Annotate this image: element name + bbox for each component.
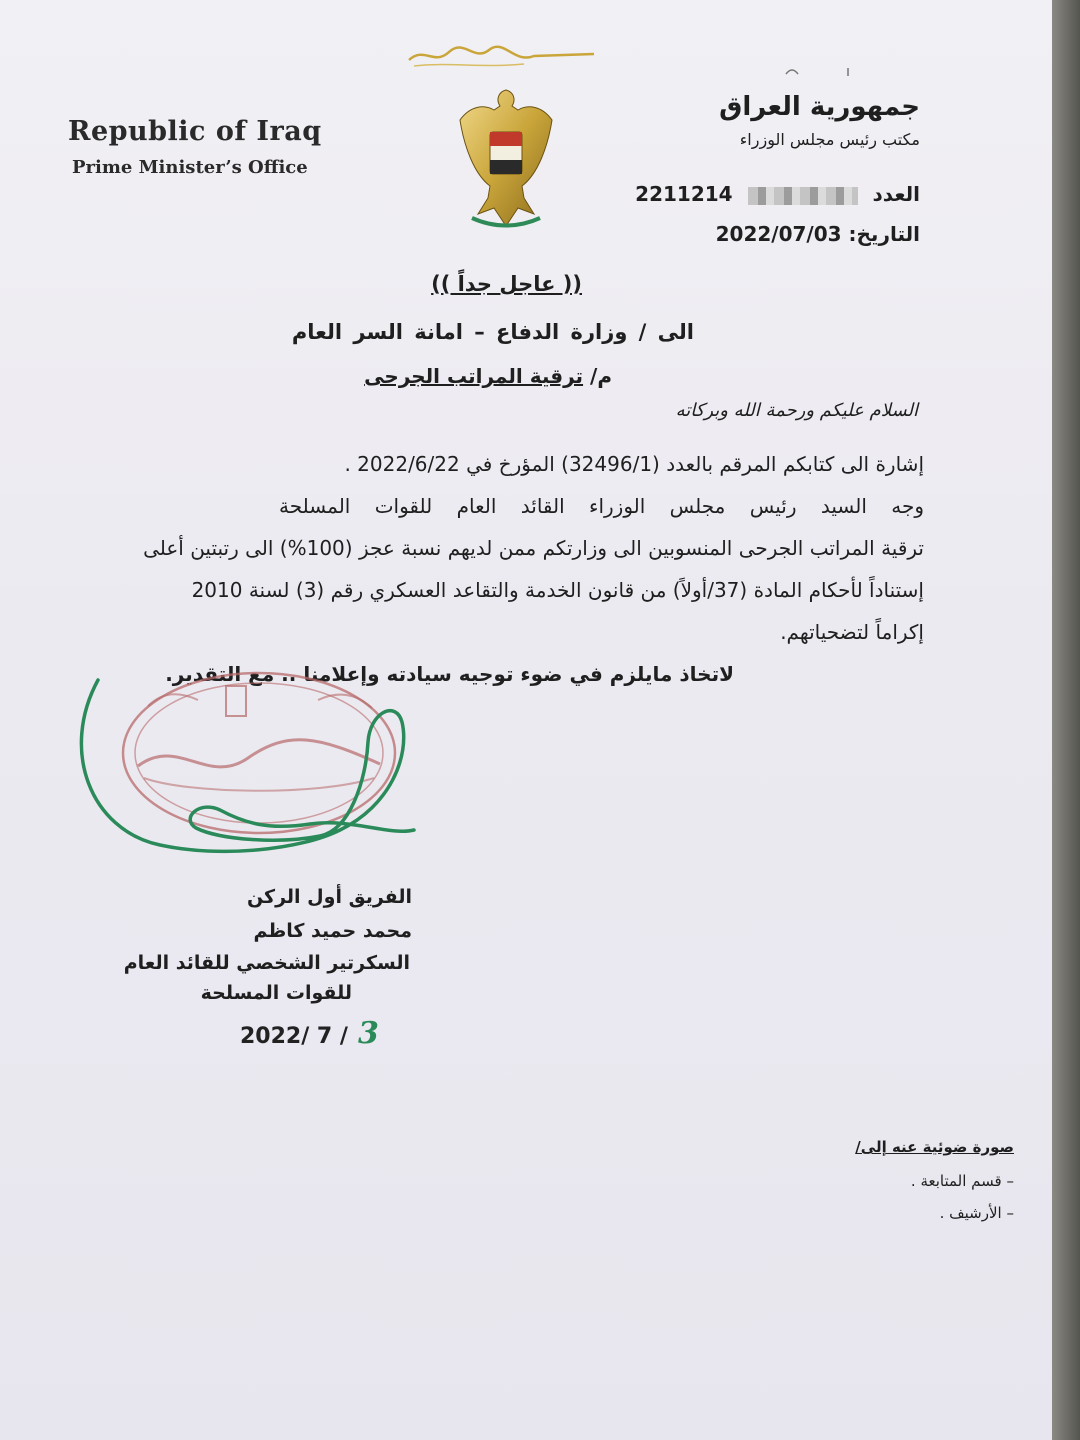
eagle-emblem-icon <box>454 86 558 232</box>
handwritten-signature-green <box>70 660 440 870</box>
addressee-line: الى / وزارة الدفاع – امانة السر العام <box>291 320 694 344</box>
copy-item: – الأرشيف . <box>939 1204 1014 1222</box>
signature-date-printed: 2022/ 7 / <box>240 1024 348 1049</box>
signer-rank: الفريق أول الركن <box>246 886 412 908</box>
redacted-block <box>748 187 858 205</box>
subject-text: ترقية المراتب الجرحى <box>364 364 584 388</box>
en-republic-title: Republic of Iraq <box>68 116 322 147</box>
reference-number-row <box>635 182 920 206</box>
body-line: إشارة الى كتابكم المرقم بالعدد (32496/1) المؤرخ في 2022/6/22 . <box>344 452 924 476</box>
signature-date <box>240 1016 379 1051</box>
signer-name: محمد حميد كاظم <box>253 920 412 942</box>
date-value: 2022/07/03 <box>715 222 842 246</box>
en-office-subtitle: Prime Minister’s Office <box>72 157 308 178</box>
greeting-line: السلام عليكم ورحمة الله وبركاته <box>675 400 918 421</box>
number-label: العدد <box>872 182 920 206</box>
closing-line: لاتخاذ مايلزم في ضوء توجيه سيادته وإعلامنا .. مع التقدير. <box>165 662 734 686</box>
subject-prefix: م/ <box>590 364 612 388</box>
body-line: إستناداً لأحكام المادة (37/أولاً) من قانون الخدمة والتقاعد العسكري رقم (3) لسنة 2010 <box>191 578 924 602</box>
body-line: إكراماً لتضحياتهم. <box>780 620 924 644</box>
margin-marks <box>780 62 860 82</box>
top-handwritten-mark <box>404 38 604 72</box>
urgency-marker: (( عاجل جداً )) <box>431 272 582 296</box>
ar-republic-title: جمهورية العراق <box>719 92 920 122</box>
copy-item: – قسم المتابعة . <box>910 1172 1014 1190</box>
date-row <box>716 222 920 246</box>
ar-office-subtitle: مكتب رئيس مجلس الوزراء <box>739 130 920 149</box>
signer-title-2: للقوات المسلحة <box>200 982 352 1004</box>
page-edge-shadow <box>1052 0 1080 1440</box>
subject-line <box>364 364 612 388</box>
date-label: التاريخ: <box>848 222 920 246</box>
number-value: 2211214 <box>635 182 733 206</box>
copies-heading: صورة ضوئية عنه إلى/ <box>855 1138 1014 1156</box>
body-line: ترقية المراتب الجرحى المنسوبين الى وزارتكم ممن لديهم نسبة عجز (100%) الى رتبتين أعلى <box>143 536 924 560</box>
body-line: وجه السيد رئيس مجلس الوزراء القائد العام للقوات المسلحة <box>279 494 924 518</box>
signature-date-handwritten: 3 <box>357 1016 379 1051</box>
signer-title: السكرتير الشخصي للقائد العام <box>123 952 410 974</box>
